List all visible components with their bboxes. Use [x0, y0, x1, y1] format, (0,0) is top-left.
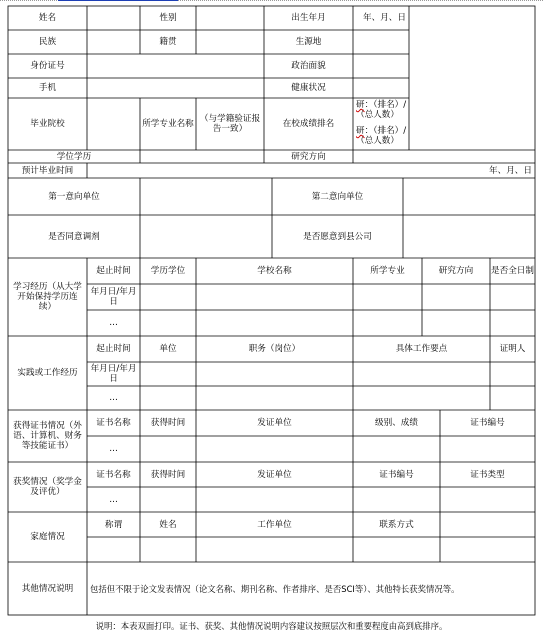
study-header-fulltime: 是否全日制 — [491, 266, 534, 276]
label-pref2: 第二意向单位 — [311, 191, 364, 202]
adjust-field[interactable] — [140, 215, 272, 258]
rank-first-prefix: 研 — [356, 100, 365, 110]
study-header-major: 所学专业 — [370, 266, 405, 276]
county-field[interactable] — [403, 215, 535, 258]
family-header-name: 姓名 — [159, 519, 177, 530]
award-header-time: 获得时间 — [150, 469, 186, 480]
family-header-workplace: 工作单位 — [257, 519, 292, 530]
phone-field[interactable] — [87, 78, 264, 98]
label-origin: 生源地 — [295, 37, 322, 47]
rank-second-text: ：（排名）/（总人数） — [356, 126, 407, 146]
other-content[interactable]: 包括但不限于论文发表情况（论文名称、期刊名称、作者排序、是否SCI等）、其他特长获奖情况等。 — [90, 583, 460, 594]
family-section-label: 家庭情况 — [30, 532, 65, 542]
work-section-label: 实践或工作经历 — [17, 368, 78, 378]
label-birth: 出生年月 — [291, 13, 326, 23]
study-header-degree: 学历学位 — [150, 266, 186, 276]
label-research-dir: 研究方向 — [291, 151, 326, 162]
work-row1-time[interactable]: 年月日/年月日 — [90, 364, 137, 384]
study-header-research: 研究方向 — [438, 266, 474, 276]
award-header-type: 证书类型 — [470, 469, 505, 480]
label-adjust: 是否同意调剂 — [48, 231, 100, 242]
study-header-school: 学校名称 — [257, 266, 292, 276]
award-section-label: 获奖情况（奖学金及评优） — [13, 477, 82, 497]
award-header-number: 证书编号 — [379, 469, 414, 480]
label-major-name: 所学专业名称 — [142, 119, 194, 129]
cert-section-label: 获得证书情况（外语、计算机、财务等技能证书） — [13, 421, 82, 451]
cert-row2-name[interactable]: … — [109, 444, 118, 454]
native-place-field[interactable] — [196, 30, 264, 54]
cert-header-level: 级别、成绩 — [375, 418, 418, 428]
name-field[interactable] — [87, 6, 140, 30]
pref1-field[interactable] — [140, 178, 272, 215]
label-degree: 学位学历 — [56, 151, 92, 162]
other-label: 其他情况说明 — [21, 583, 74, 594]
study-header-time: 起止时间 — [96, 266, 131, 276]
expected-grad-field[interactable]: 年、月、日 — [489, 165, 532, 176]
label-gender: 性别 — [159, 13, 177, 23]
ethnicity-field[interactable] — [87, 30, 140, 54]
origin-field[interactable] — [353, 30, 409, 54]
work-header-unit: 单位 — [159, 344, 177, 354]
award-row2-name[interactable]: … — [109, 494, 118, 505]
cert-header-issuer: 发证单位 — [257, 418, 292, 428]
study-row1-time[interactable]: 年月日/年月日 — [90, 287, 137, 307]
family-header-contact: 联系方式 — [379, 519, 414, 530]
label-county: 是否愿意到县公司 — [303, 231, 372, 242]
cert-header-name: 证书名称 — [96, 418, 131, 428]
research-dir-field[interactable] — [353, 150, 535, 163]
label-native-place: 籍贯 — [159, 37, 177, 47]
pref2-field[interactable] — [403, 178, 535, 215]
graduate-school-field[interactable] — [87, 98, 140, 150]
cert-header-time: 获得时间 — [150, 418, 186, 428]
label-id-number: 身份证号 — [30, 61, 65, 71]
label-political: 政治面貌 — [291, 61, 326, 71]
cert-header-number: 证书编号 — [470, 418, 505, 428]
health-field[interactable] — [353, 78, 409, 98]
work-header-witness: 证明人 — [499, 344, 526, 354]
label-rank: 在校成绩排名 — [282, 119, 335, 129]
label-major-note: （与学籍验证报告一致） — [199, 114, 261, 134]
label-expected-grad: 预计毕业时间 — [21, 165, 74, 176]
family-header-relation: 称谓 — [104, 519, 123, 530]
award-header-issuer: 发证单位 — [257, 469, 292, 480]
id-number-field[interactable] — [87, 54, 264, 78]
label-pref1: 第一意向单位 — [48, 191, 100, 202]
rank-second[interactable] — [353, 124, 409, 150]
birth-field[interactable]: 年、月、日 — [363, 13, 406, 23]
rank-first-text: ：（排名）/（总人数） — [356, 100, 407, 120]
label-name: 姓名 — [38, 13, 57, 23]
study-row2-time[interactable]: … — [109, 318, 118, 328]
label-phone: 手机 — [38, 83, 57, 93]
photo-area — [409, 6, 535, 150]
rank-second-prefix: 研 — [356, 126, 365, 136]
political-field[interactable] — [353, 54, 409, 78]
rank-first[interactable] — [353, 98, 409, 124]
award-header-name: 证书名称 — [96, 469, 131, 480]
footer-note: 说明：本表双面打印。证书、获奖、其他情况说明内容建议按照层次和重要程度由高到底排序。 — [95, 621, 448, 631]
degree-field[interactable] — [140, 150, 264, 163]
label-ethnicity: 民族 — [38, 37, 57, 47]
study-section-label: 学习经历（从大学开始保持学历连续） — [13, 282, 82, 312]
work-header-position: 职务（岗位） — [248, 344, 301, 354]
work-header-points: 具体工作要点 — [395, 344, 448, 354]
label-graduate-school: 毕业院校 — [30, 119, 65, 129]
gender-field[interactable] — [196, 6, 264, 30]
work-row2-time[interactable]: … — [109, 393, 118, 403]
work-header-time: 起止时间 — [96, 344, 131, 354]
label-health: 健康状况 — [291, 83, 326, 93]
